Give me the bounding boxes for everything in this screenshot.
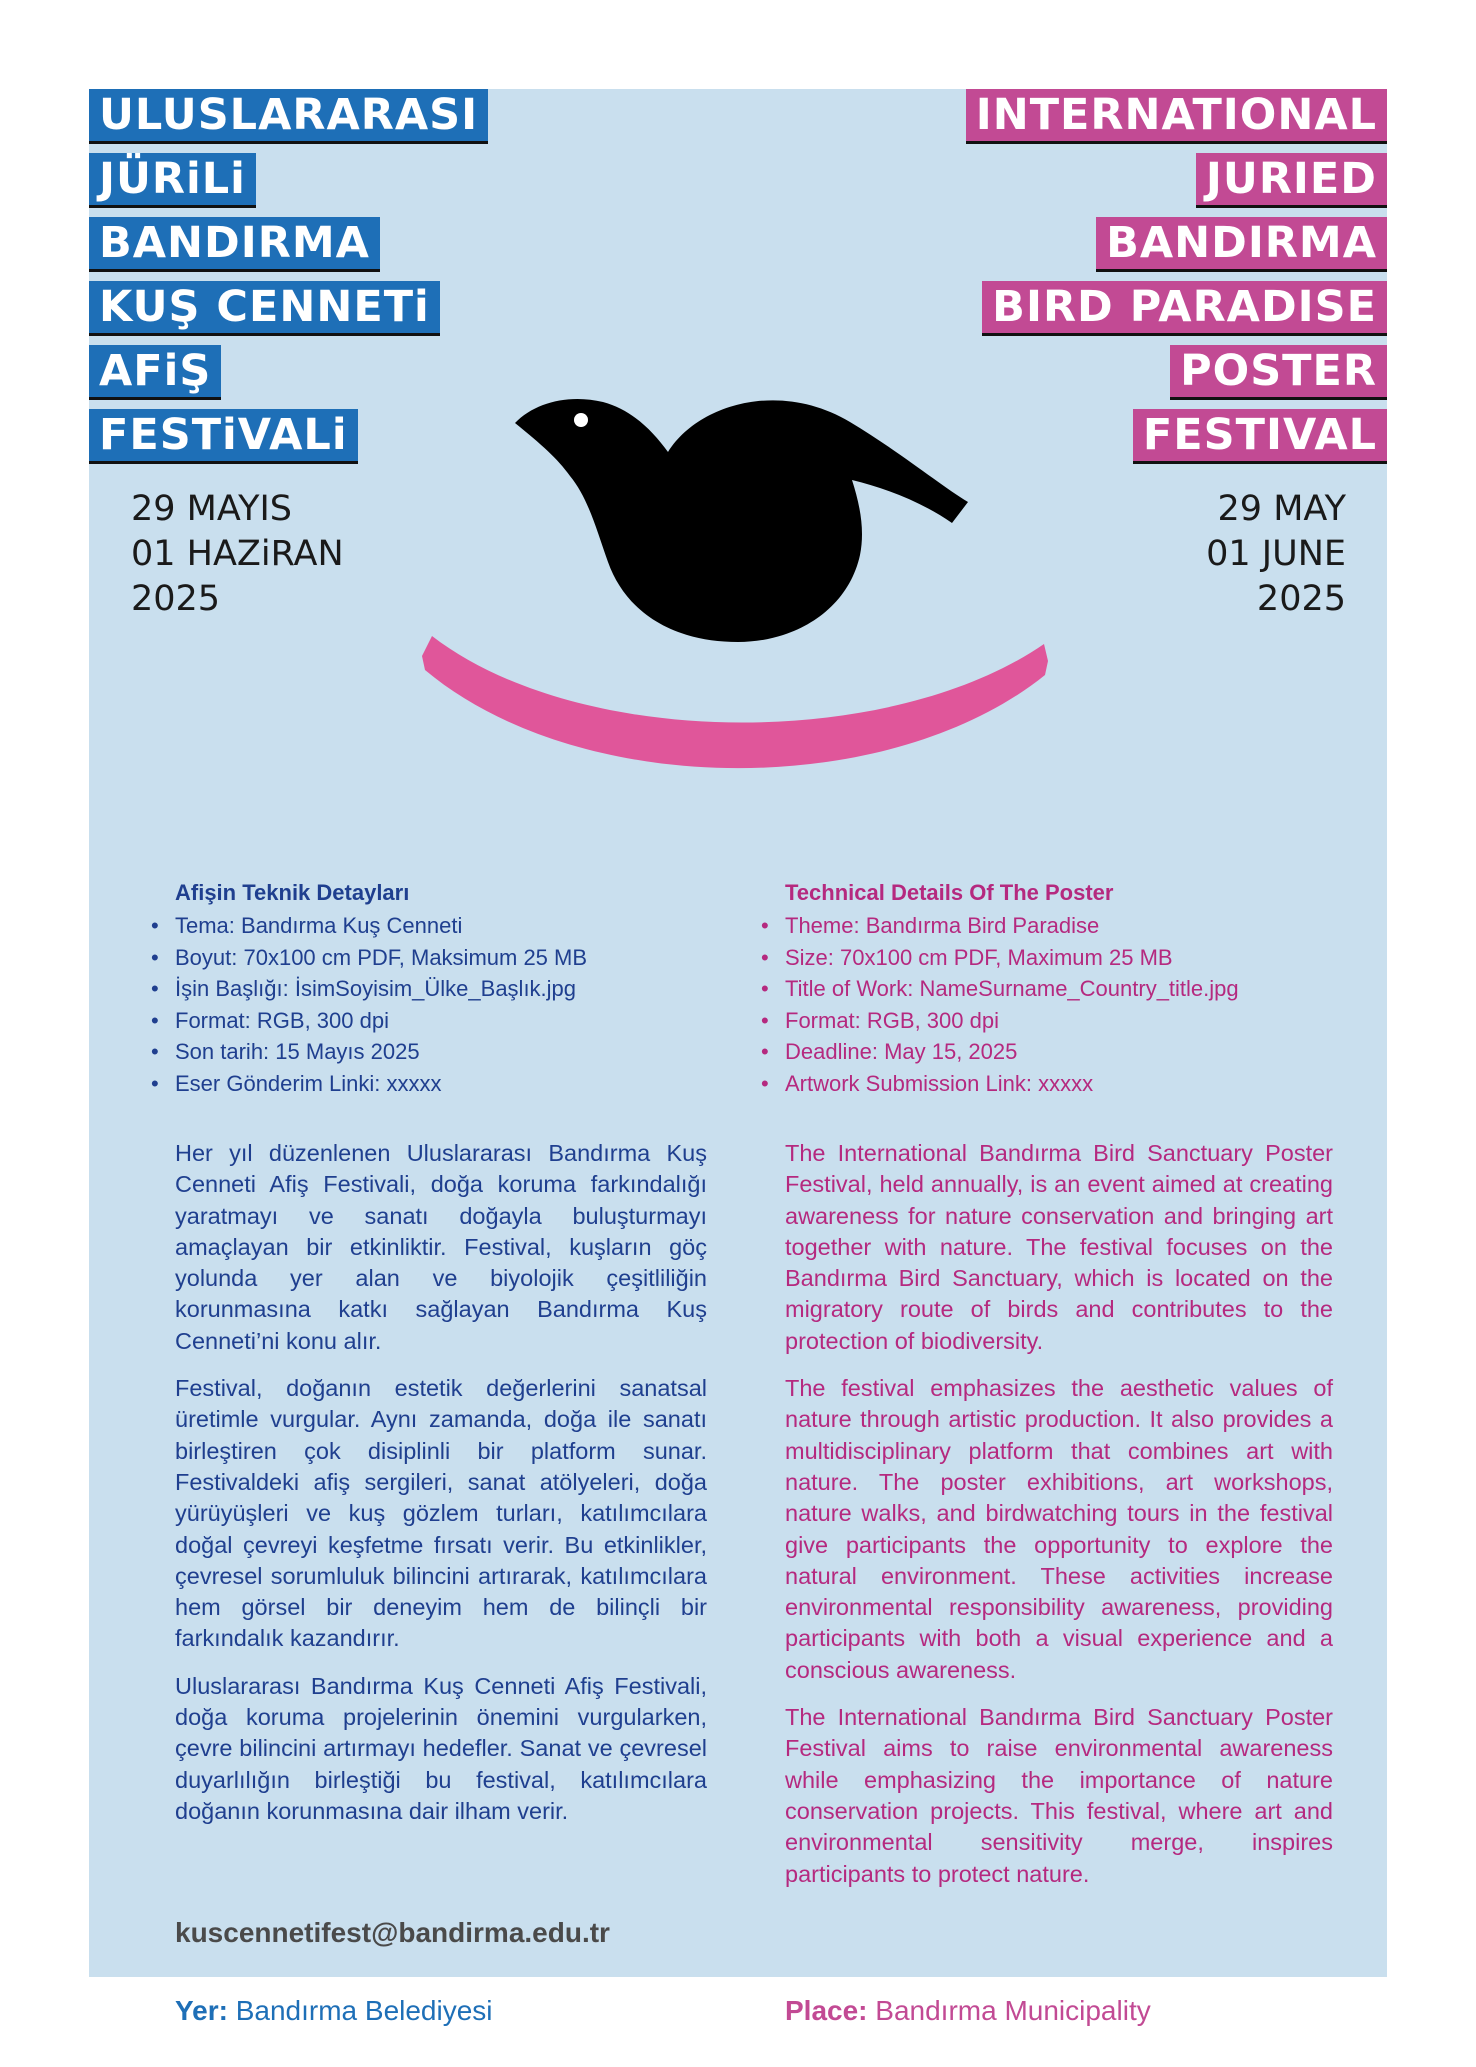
paragraph: Her yıl düzenlenen Uluslararası Bandırma Kuş Cenneti Afiş Festivali, doğa koruma farkındalığı yaratmayı ve sanatı doğayla buluşturmayı amaçlayan bir etkinliktir. Festival, kuşların göç yolunda yer alan ve biyolojik çeşitliliğin korunmasına katkı sağlayan Bandırma Kuş Cenneti’ni konu alır.: [175, 1140, 707, 1354]
contact-email[interactable]: kuscennetifest@bandirma.edu.tr: [175, 1917, 610, 1948]
place-value: Bandırma Belediyesi: [227, 1995, 493, 2026]
paragraph: Festival, doğanın estetik değerlerini sanatsal üretimle vurgular. Aynı zamanda, doğa ile sanatı birleştiren çok disiplinli bir platform sunar. Festivaldeki afiş sergileri, sanat atölyeleri, doğa yürüyüşleri ve kuş gözlem turları, katılımcılara doğal çevreyi keşfetme fırsatı verir. Bu etkinlikler, çevresel sorumluluk bilincini artırarak, katılımcılara hem görsel bir deneyim hem de bilinçli bir farkındalık kazandırır.: [175, 1375, 707, 1652]
title-en-line: INTERNATIONAL: [966, 89, 1387, 144]
title-tr-line: KUŞ CENNETi: [89, 281, 440, 336]
list-item: • Format: RGB, 300 dpi: [785, 1005, 1333, 1037]
date-line: 01 HAZiRAN: [131, 534, 344, 574]
eye-arc-shape: [422, 636, 1048, 768]
dates-turkish: [131, 487, 344, 622]
title-tr-line: BANDIRMA: [89, 217, 380, 272]
title-en-line: FESTIVAL: [1133, 409, 1387, 464]
body-text-en: [785, 1138, 1333, 1906]
title-en-line: POSTER: [1170, 345, 1387, 400]
list-item: • Title of Work: NameSurname_Country_title.jpg: [785, 973, 1333, 1005]
tech-list-tr: [175, 910, 707, 1099]
list-item: • Size: 70x100 cm PDF, Maximum 25 MB: [785, 942, 1333, 974]
list-item: • Tema: Bandırma Kuş Cenneti: [175, 910, 707, 942]
list-item: • Eser Gönderim Linki: xxxxx: [175, 1068, 707, 1100]
place-label: Place:: [785, 1995, 868, 2026]
title-tr-line: ULUSLARARASI: [89, 89, 488, 144]
paragraph: The festival emphasizes the aesthetic values of nature through artistic production. It also provides a multidisciplinary platform that combines art with nature. The poster exhibitions, art workshops, nature walks, and birdwatching tours in the festival give participants the opportunity to explore the natural environment. These activities increase environmental responsibility awareness, providing participants with both a visual experience and a conscious awareness.: [785, 1375, 1333, 1683]
paragraph: The International Bandırma Bird Sanctuary Poster Festival aims to raise environmental awareness while emphasizing the importance of nature conservation projects. This festival, where art and environmental sensitivity merge, inspires participants to protect nature.: [785, 1704, 1333, 1887]
list-item: • Boyut: 70x100 cm PDF, Maksimum 25 MB: [175, 942, 707, 974]
title-tr-line: AFiŞ: [89, 345, 221, 400]
list-item: • Son tarih: 15 Mayıs 2025: [175, 1036, 707, 1068]
date-line: 29 MAYIS: [131, 489, 293, 529]
bird-shape: [515, 399, 968, 642]
date-line: 2025: [131, 579, 221, 619]
paragraph: The International Bandırma Bird Sanctuary Poster Festival, held annually, is an event aimed at creating awareness for nature conservation and bringing art together with nature. The festival focuses on the Bandırma Bird Sanctuary, which is located on the migratory route of birds and contributes to the protection of biodiversity.: [785, 1140, 1333, 1354]
paragraph: Uluslararası Bandırma Kuş Cenneti Afiş Festivali, doğa koruma projelerinin önemini vurgularken, çevre bilincini artırmayı hedefler. Sanat ve çevresel duyarlılığın birleştiği bu festival, katılımcılara doğanın korunmasına dair ilham verir.: [175, 1672, 707, 1824]
title-en-line: BIRD PARADISE: [982, 281, 1387, 336]
list-item: • Deadline: May 15, 2025: [785, 1036, 1333, 1068]
place-label: Yer:: [175, 1995, 228, 2026]
list-item: • Format: RGB, 300 dpi: [175, 1005, 707, 1037]
tech-heading-tr: Afişin Teknik Detayları: [175, 880, 410, 905]
list-item: • Theme: Bandırma Bird Paradise: [785, 910, 1333, 942]
tech-heading-en: Technical Details Of The Poster: [785, 880, 1114, 905]
list-item: • İşin Başlığı: İsimSoyisim_Ülke_Başlık.jpg: [175, 973, 707, 1005]
place-tr: [175, 1995, 493, 2027]
title-en-line: JURIED: [1196, 153, 1387, 208]
list-item: • Artwork Submission Link: xxxxx: [785, 1068, 1333, 1100]
dates-english: [1206, 487, 1346, 622]
title-tr-line: JÜRiLi: [89, 153, 256, 208]
place-value: Bandırma Municipality: [867, 1995, 1151, 2026]
bird-eye-logo-icon: [420, 380, 1070, 780]
title-en-line: BANDIRMA: [1096, 217, 1387, 272]
place-en: [785, 1995, 1151, 2027]
bird-eye-dot: [574, 413, 588, 427]
date-line: 01 JUNE: [1206, 534, 1346, 574]
body-text-tr: [175, 1138, 707, 1843]
title-tr-line: FESTiVALi: [89, 409, 358, 464]
date-line: 29 MAY: [1217, 489, 1346, 529]
date-line: 2025: [1256, 579, 1346, 619]
tech-list-en: [785, 910, 1333, 1099]
